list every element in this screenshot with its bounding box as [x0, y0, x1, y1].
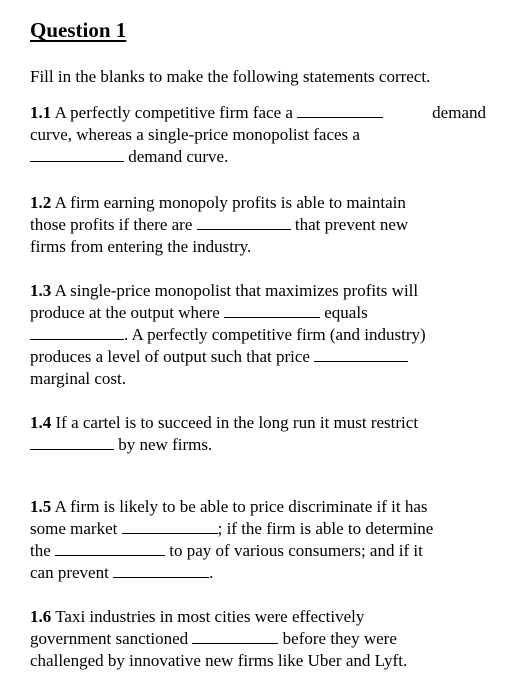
- question-text: A single-price monopolist that maximizes profits will: [54, 281, 419, 300]
- question-text: produce at the output where: [30, 303, 220, 322]
- question-text: A perfectly competitive firm face a: [54, 103, 293, 122]
- question-1-1: [30, 102, 500, 168]
- question-text: curve, whereas a single-price monopolist faces a: [30, 125, 360, 144]
- question-text: ; if the firm is able to determine: [217, 519, 434, 538]
- question-1-6: [30, 606, 500, 672]
- question-text: .: [209, 563, 214, 582]
- question-text: Taxi industries in most cities were effectively: [55, 607, 365, 626]
- question-text: demand: [432, 103, 486, 122]
- question-text: . A perfectly competitive firm (and industry): [124, 325, 426, 344]
- answer-blank[interactable]: [197, 214, 291, 230]
- question-text: firms from entering the industry.: [30, 237, 252, 256]
- question-number: 1.2: [30, 193, 52, 212]
- question-1-5: [30, 496, 500, 584]
- answer-blank[interactable]: [55, 540, 165, 556]
- question-text: produces a level of output such that price: [30, 347, 310, 366]
- question-1-2: [30, 192, 500, 258]
- answer-blank[interactable]: [224, 302, 320, 318]
- question-text: before they were: [282, 629, 397, 648]
- question-number: 1.6: [30, 607, 52, 626]
- question-number: 1.1: [30, 103, 52, 122]
- question-1-3: [30, 280, 500, 390]
- question-text: to pay of various consumers; and if it: [169, 541, 423, 560]
- question-text: can prevent: [30, 563, 109, 582]
- document: [30, 12, 500, 672]
- instructions: Fill in the blanks to make the following statements correct.: [30, 67, 431, 86]
- question-text: that prevent new: [294, 215, 409, 234]
- question-text: demand curve.: [128, 147, 229, 166]
- answer-blank[interactable]: [122, 518, 218, 534]
- answer-blank[interactable]: [30, 146, 124, 162]
- question-text: marginal cost.: [30, 369, 126, 388]
- question-text: If a cartel is to succeed in the long run it must restrict: [55, 413, 419, 432]
- question-number: 1.4: [30, 413, 52, 432]
- question-text: challenged by innovative new firms like Uber and Lyft.: [30, 651, 408, 670]
- question-heading: Question 1: [30, 18, 127, 42]
- question-text: some market: [30, 519, 118, 538]
- question-text: those profits if there are: [30, 215, 193, 234]
- question-text: A firm earning monopoly profits is able to maintain: [54, 193, 406, 212]
- answer-blank[interactable]: [30, 434, 114, 450]
- question-text: government sanctioned: [30, 629, 189, 648]
- answer-blank[interactable]: [192, 628, 278, 644]
- question-text: A firm is likely to be able to price discriminate if it has: [54, 497, 428, 516]
- answer-blank[interactable]: [113, 562, 209, 578]
- answer-blank[interactable]: [314, 346, 408, 362]
- question-1-4: [30, 412, 500, 456]
- question-text: by new firms.: [118, 435, 213, 454]
- answer-blank[interactable]: [30, 324, 124, 340]
- question-text: the: [30, 541, 51, 560]
- question-text: equals: [324, 303, 368, 322]
- question-number: 1.5: [30, 497, 52, 516]
- answer-blank[interactable]: [297, 102, 383, 118]
- question-number: 1.3: [30, 281, 52, 300]
